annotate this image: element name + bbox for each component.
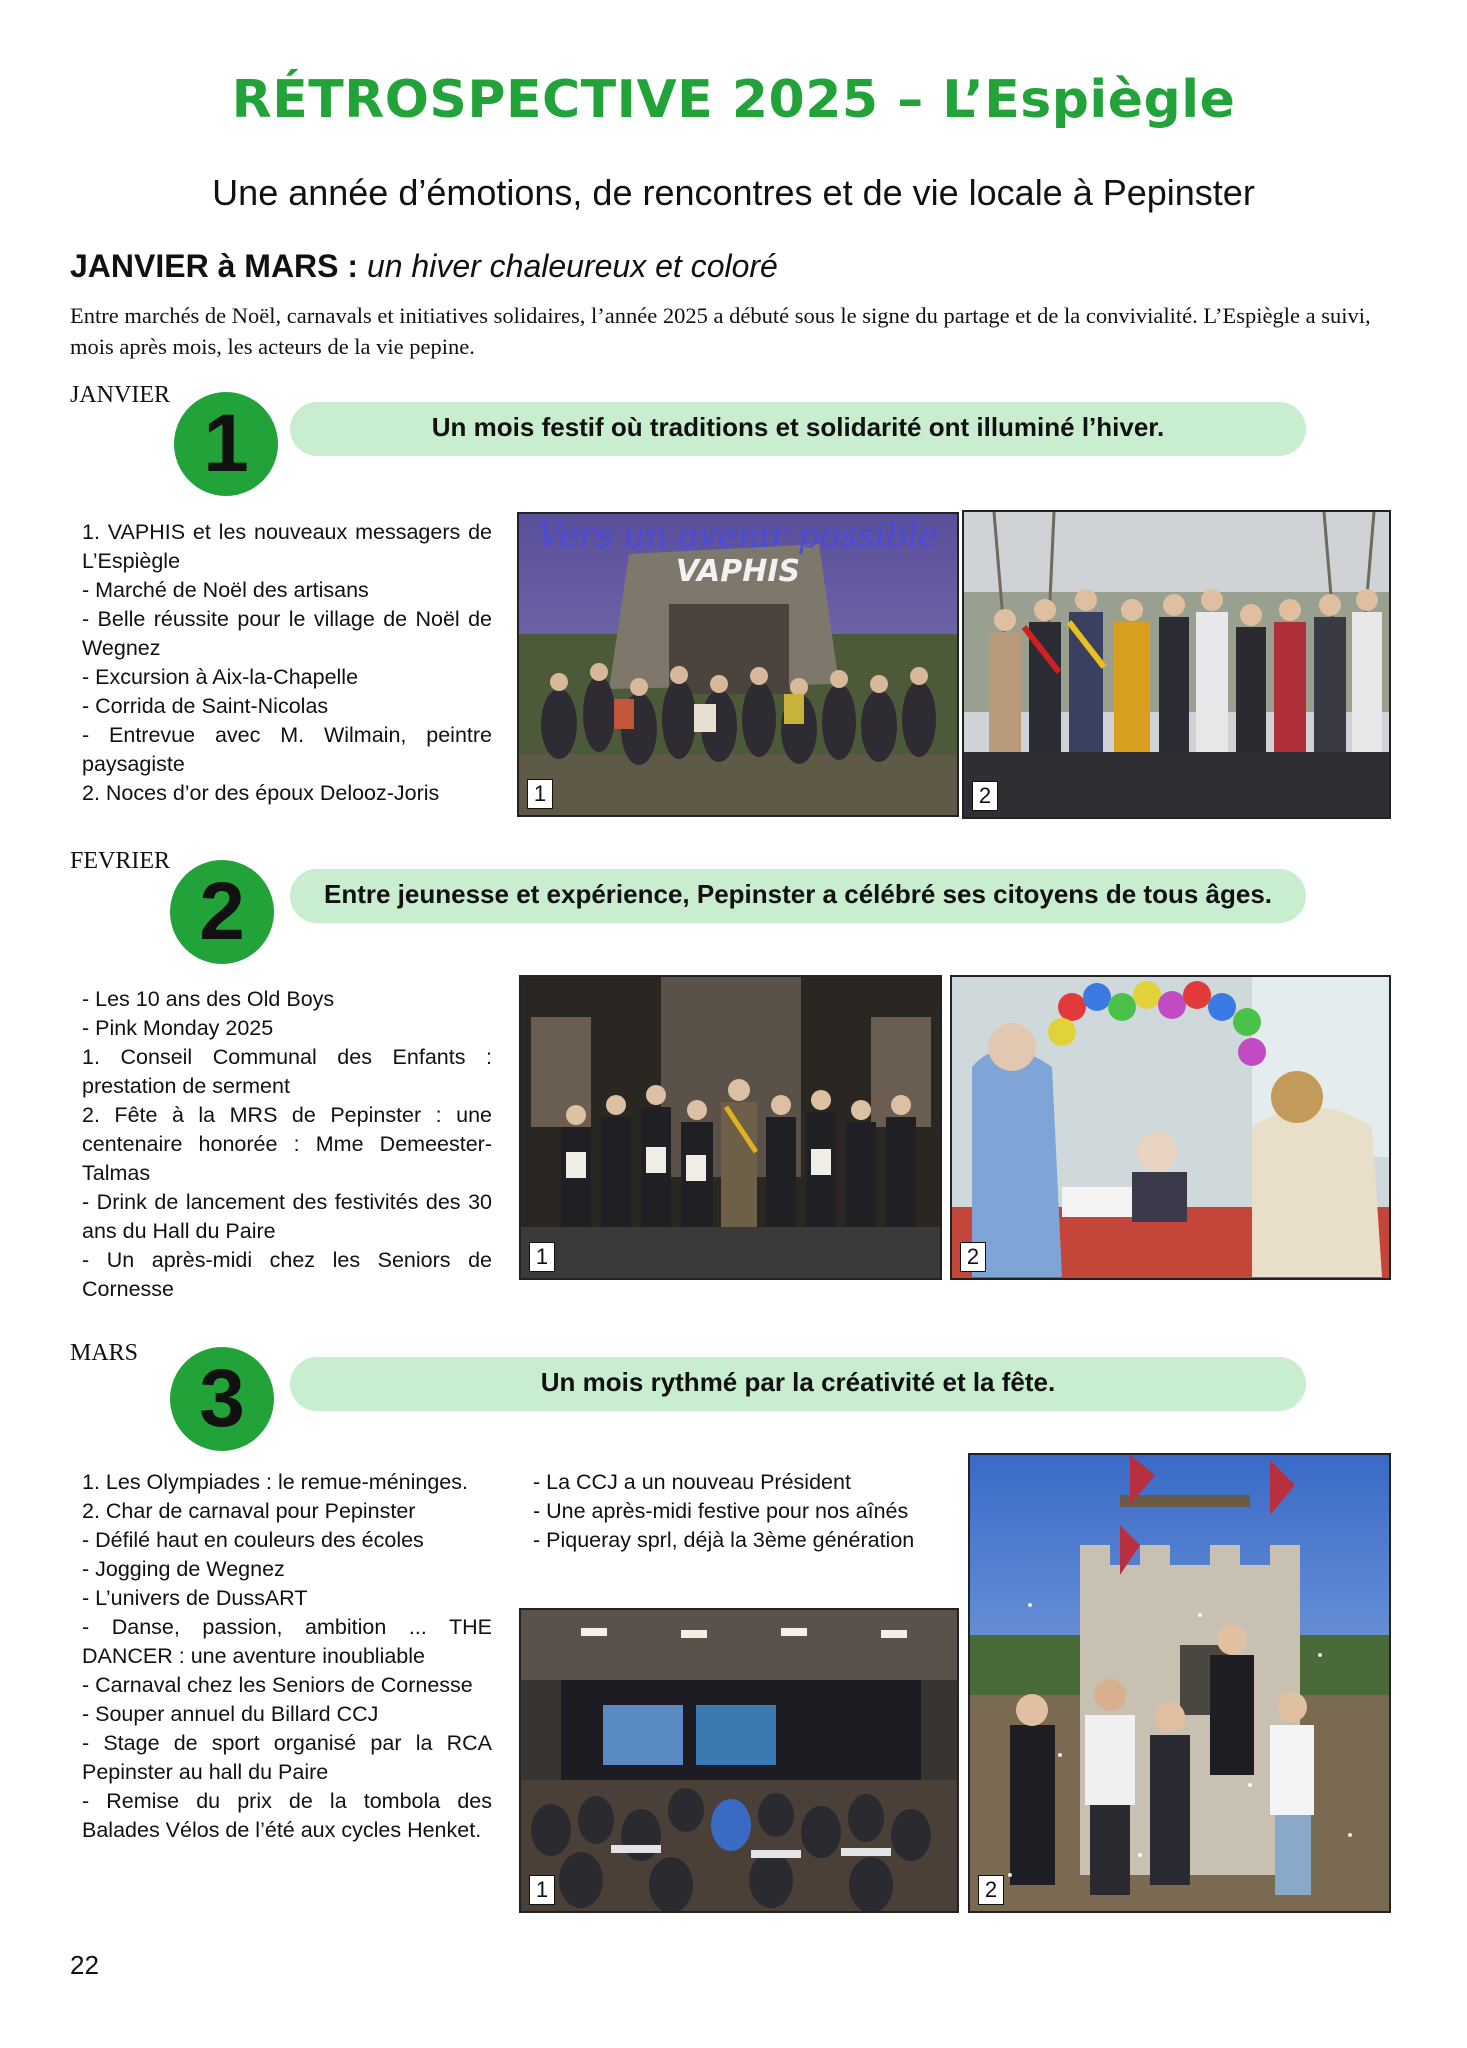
list-item: - Une après-midi festive pour nos aînés xyxy=(533,1499,909,1523)
page-title: RÉTROSPECTIVE 2025 – L’Espiègle xyxy=(231,70,1236,130)
photo-mars-1 xyxy=(519,1608,959,1913)
page-subtitle: Une année d’émotions, de rencontres et de vie locale à Pepinster xyxy=(212,172,1255,213)
list-item: - Jogging de Wegnez xyxy=(82,1557,285,1581)
list-item: - Pink Monday 2025 xyxy=(82,1016,274,1040)
list-item: - Belle réussite pour le village de Noël de Wegnez xyxy=(82,607,492,660)
month-number-fevrier: 2 xyxy=(170,860,274,964)
list-item: 2. Noces d’or des époux Delooz-Joris xyxy=(82,781,440,805)
photo-fevrier-2 xyxy=(950,975,1391,1280)
item-list-fevrier xyxy=(82,985,492,1304)
list-item: 2. Char de carnaval pour Pepinster xyxy=(82,1499,416,1523)
month-headline-janvier: Un mois festif où traditions et solidarité ont illuminé l’hiver. xyxy=(290,402,1306,456)
photo-badge: 2 xyxy=(960,1242,986,1272)
list-item: - Excursion à Aix-la-Chapelle xyxy=(82,665,359,689)
list-item: 1. Les Olympiades : le remue-méninges. xyxy=(82,1470,468,1494)
month-number-janvier: 1 xyxy=(174,392,278,496)
photo-janvier-2-image xyxy=(964,512,1389,817)
photo-badge: 1 xyxy=(527,779,553,809)
month-number-mars: 3 xyxy=(170,1347,274,1451)
list-item: - Carnaval chez les Seniors de Cornesse xyxy=(82,1673,473,1697)
month-label-fevrier: FEVRIER xyxy=(70,848,171,874)
photo-fevrier-1-image xyxy=(521,977,940,1278)
month-label-janvier: JANVIER xyxy=(70,382,170,408)
list-item: - Remise du prix de la tombola des Balades Vélos de l’été aux cycles Henket. xyxy=(82,1789,492,1842)
section-heading xyxy=(70,248,778,285)
photo-fevrier-2-image xyxy=(952,977,1389,1278)
photo-badge: 1 xyxy=(529,1875,555,1905)
list-item: - Corrida de Saint-Nicolas xyxy=(82,694,329,718)
list-item: - Les 10 ans des Old Boys xyxy=(82,987,335,1011)
list-item: 2. Fête à la MRS de Pepinster : une centenaire honorée : Mme Demeester-Talmas xyxy=(82,1103,492,1185)
list-item: - Danse, passion, ambition ... THE DANCER : une aventure inoubliable xyxy=(82,1615,492,1668)
photo-janvier-2 xyxy=(962,510,1391,819)
photo-mars-1-image xyxy=(521,1610,957,1911)
section-heading-bold: JANVIER à MARS : xyxy=(70,248,359,284)
item-list-mars-right xyxy=(533,1468,953,1555)
item-list-janvier xyxy=(82,518,492,808)
photo-janvier-1 xyxy=(517,512,959,817)
photo-mars-2-image xyxy=(970,1455,1389,1911)
list-item: - Défilé haut en couleurs des écoles xyxy=(82,1528,424,1552)
month-label-mars: MARS xyxy=(70,1340,139,1366)
vaphis-banner-text: Vers un avenir possible xyxy=(537,516,939,556)
month-headline-mars: Un mois rythmé par la créativité et la fête. xyxy=(290,1357,1306,1411)
list-item: - Drink de lancement des festivités des 30 ans du Hall du Paire xyxy=(82,1190,492,1243)
list-item: - Entrevue avec M. Wilmain, peintre paysagiste xyxy=(82,723,492,776)
section-intro: Entre marchés de Noël, carnavals et initiatives solidaires, l’année 2025 a débuté sous le signe du partage et de la convivialité. L’Espiègle a suivi, mois après mois, les acteurs de la vie pepine. xyxy=(70,303,1371,359)
month-headline-fevrier: Entre jeunesse et expérience, Pepinster a célébré ses citoyens de tous âges. xyxy=(290,869,1306,923)
list-item: 1. VAPHIS et les nouveaux messagers de L’Espiègle xyxy=(82,520,492,573)
list-item: - Marché de Noël des artisans xyxy=(82,578,369,602)
list-item: - Stage de sport organisé par la RCA Pepinster au hall du Paire xyxy=(82,1731,492,1784)
item-list-mars-left xyxy=(82,1468,492,1845)
list-item: - Un après-midi chez les Seniors de Cornesse xyxy=(82,1248,492,1301)
list-item: - Piqueray sprl, déjà la 3ème génération xyxy=(533,1528,915,1552)
photo-badge: 2 xyxy=(978,1875,1004,1905)
list-item: - La CCJ a un nouveau Président xyxy=(533,1470,851,1494)
section-heading-italic: un hiver chaleureux et coloré xyxy=(366,248,778,284)
photo-badge: 1 xyxy=(529,1242,555,1272)
list-item: - L’univers de DussART xyxy=(82,1586,308,1610)
photo-fevrier-1 xyxy=(519,975,942,1280)
list-item: 1. Conseil Communal des Enfants : prestation de serment xyxy=(82,1045,492,1098)
list-item: - Souper annuel du Billard CCJ xyxy=(82,1702,379,1726)
page-number: 22 xyxy=(70,1950,99,1980)
photo-mars-2 xyxy=(968,1453,1391,1913)
vaphis-sign-text: VAPHIS xyxy=(675,554,801,589)
photo-badge: 2 xyxy=(972,781,998,811)
